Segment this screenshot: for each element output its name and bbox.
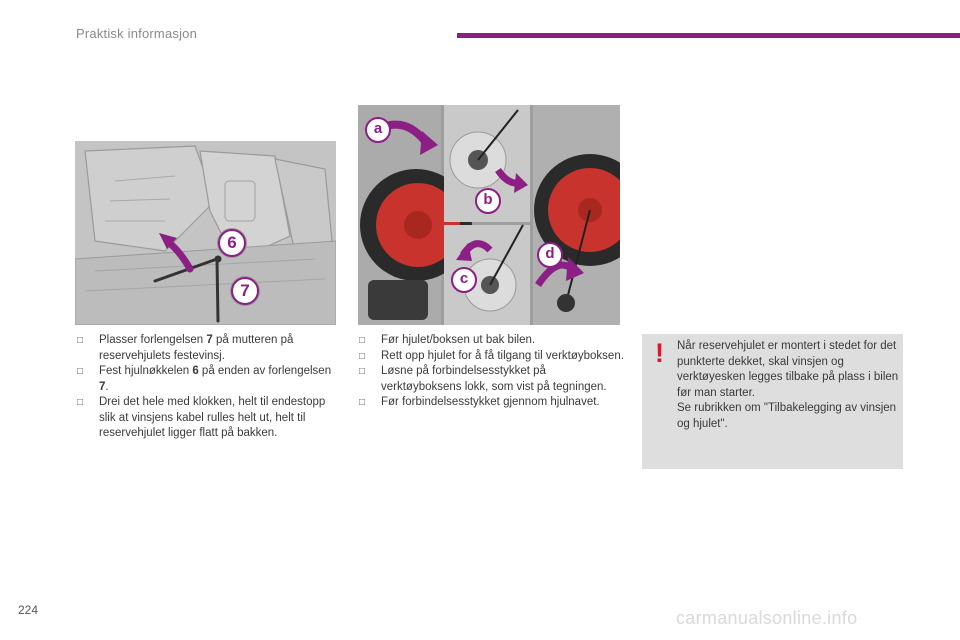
checkbox-bullet-icon: □ xyxy=(359,335,366,346)
warning-text: Når reservehjulet er montert i stedet for det punkterte dekket, skal vinsjen og verktøyesken legges tilbake på plass i bilen før man starter. Se rubrikken om "Tilbakelegging av vinsjen og hjulet". xyxy=(677,340,899,430)
warning-box xyxy=(642,334,903,469)
step-item: □ Fest hjulnøkkelen 6 på enden av forlengelsen 7. xyxy=(77,365,332,393)
steps-column-1 xyxy=(77,333,337,442)
checkbox-bullet-icon: □ xyxy=(77,335,84,346)
figure-winch-extension xyxy=(75,141,336,325)
figure-spare-wheel-steps xyxy=(358,105,620,325)
step-item: □ Løsne på forbindelsesstykket på verktøyboksens lokk, som vist på tegningen. xyxy=(359,365,607,393)
step-item: □ Før hjulet/boksen ut bak bilen. xyxy=(359,333,624,349)
callout-a: a xyxy=(365,117,391,143)
checkbox-bullet-icon: □ xyxy=(359,397,366,408)
callout-6: 6 xyxy=(218,229,246,257)
checkbox-bullet-icon: □ xyxy=(359,350,366,362)
watermark: carmanualsonline.info xyxy=(676,608,858,628)
page-number: 224 xyxy=(18,603,39,617)
checkbox-bullet-icon: □ xyxy=(359,366,366,377)
step-item: □ Før forbindelsesstykket gjennom hjulnavet. xyxy=(359,395,624,411)
section-accent-bar xyxy=(457,33,960,38)
warning-exclamation-icon: ! xyxy=(655,338,664,368)
checkbox-bullet-icon: □ xyxy=(77,366,84,377)
page-section-title: Praktisk informasjon xyxy=(76,26,198,41)
steps-column-2 xyxy=(359,333,624,411)
step-item: □ Plasser forlengelsen 7 på mutteren på reservehjulets festevinsj. xyxy=(77,334,294,362)
callout-7: 7 xyxy=(231,277,259,305)
callout-d: d xyxy=(537,242,563,268)
step-item: □ Drei det hele med klokken, helt til endestopp slik at vinsjens kabel rulles helt ut, helt til reservehjulet ligger flatt på bakken. xyxy=(77,396,326,439)
step-item: □ Rett opp hjulet for å få tilgang til verktøyboksen. xyxy=(359,349,624,365)
checkbox-bullet-icon: □ xyxy=(77,397,84,408)
callout-c: c xyxy=(451,267,477,293)
callout-b: b xyxy=(475,188,501,214)
